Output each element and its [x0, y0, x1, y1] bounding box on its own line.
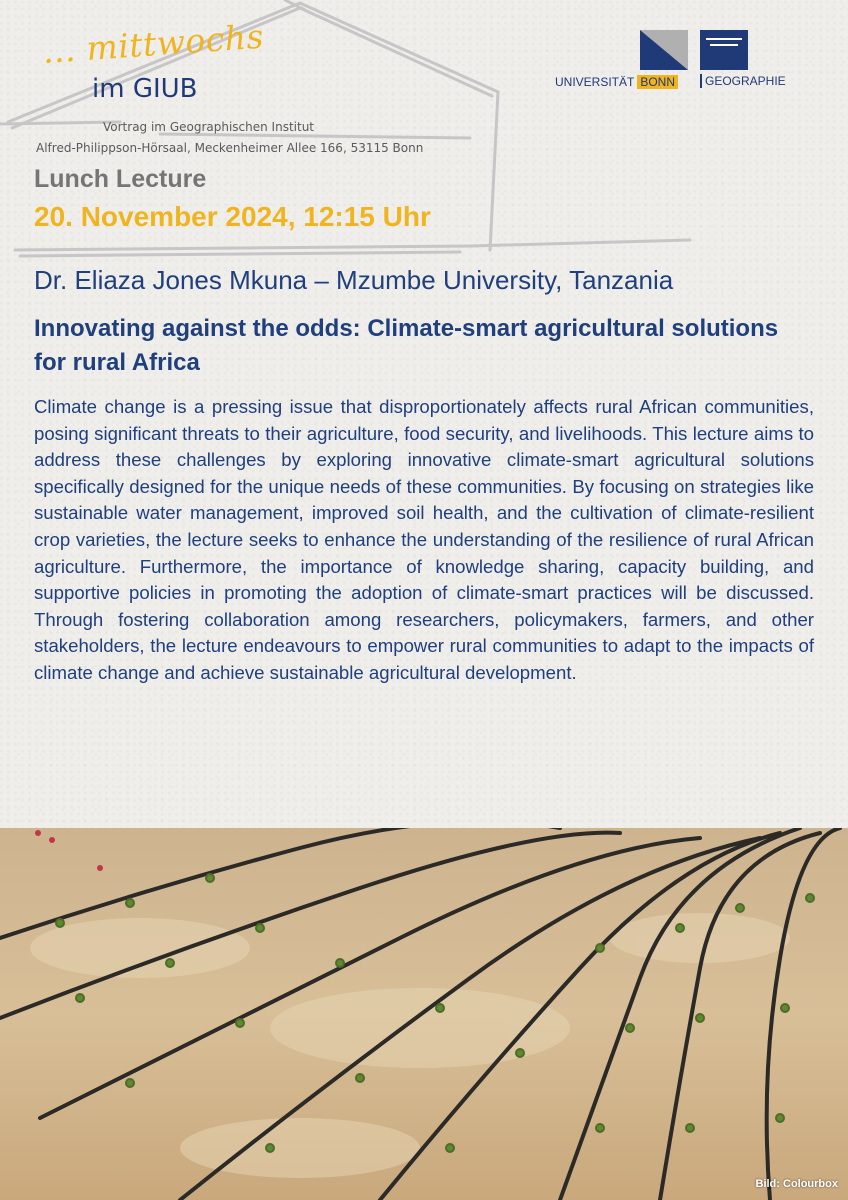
university-logo — [555, 30, 815, 95]
university-label: UNIVERSITÄT — [555, 75, 635, 89]
department-wordmark: GEOGRAPHIE — [700, 74, 786, 88]
field-photo — [0, 828, 848, 1200]
lecture-title: Innovating against the odds: Climate-smart agricultural solutions for rural Africa — [34, 315, 779, 376]
geography-building-icon — [700, 30, 748, 70]
photo-credit: Bild: Colourbox — [755, 1178, 838, 1190]
university-bonn-mark-icon — [640, 30, 688, 70]
lecture-abstract: Climate change is a pressing issue that disproportionately affects rural African communities, posing significant threats to their agriculture, food security, and livelihoods. This lecture aims to address these challenges by exploring innovative climate-smart agricultural solutions specifically designed for the unique needs of these communities. By focusing on strategies like sustainable water management, improved soil health, and the cultivation of climate-resilient crop varieties, the lecture seeks to enhance the understanding of the resilience of rural African agriculture. Furthermore, the importance of knowledge sharing, capacity building, and supportive policies in promoting the adoption of climate-smart practices will be discussed. Through fostering collaboration among researchers, policymakers, farmers, and other stakeholders, the lecture endeavours to empower rural communities to adapt to the impacts of climate change and achieve sustainable agricultural development. — [34, 396, 814, 683]
event-datetime: 20. November 2024, 12:15 Uhr — [34, 201, 431, 232]
speaker-name: Dr. Eliaza Jones Mkuna – Mzumbe University, Tanzania — [34, 265, 674, 295]
lecture-type: Lunch Lecture — [34, 165, 207, 193]
series-logo-giub: im GIUB — [92, 74, 198, 104]
university-wordmark — [555, 74, 678, 90]
venue-address: Alfred-Philippson-Hörsaal, Meckenheimer Allee 166, 53115 Bonn — [36, 141, 424, 155]
series-logo-mittwochs: ... mittwochs — [41, 16, 266, 71]
university-city: BONN — [637, 75, 678, 89]
venue-institute: Vortrag im Geographischen Institut — [103, 120, 315, 134]
